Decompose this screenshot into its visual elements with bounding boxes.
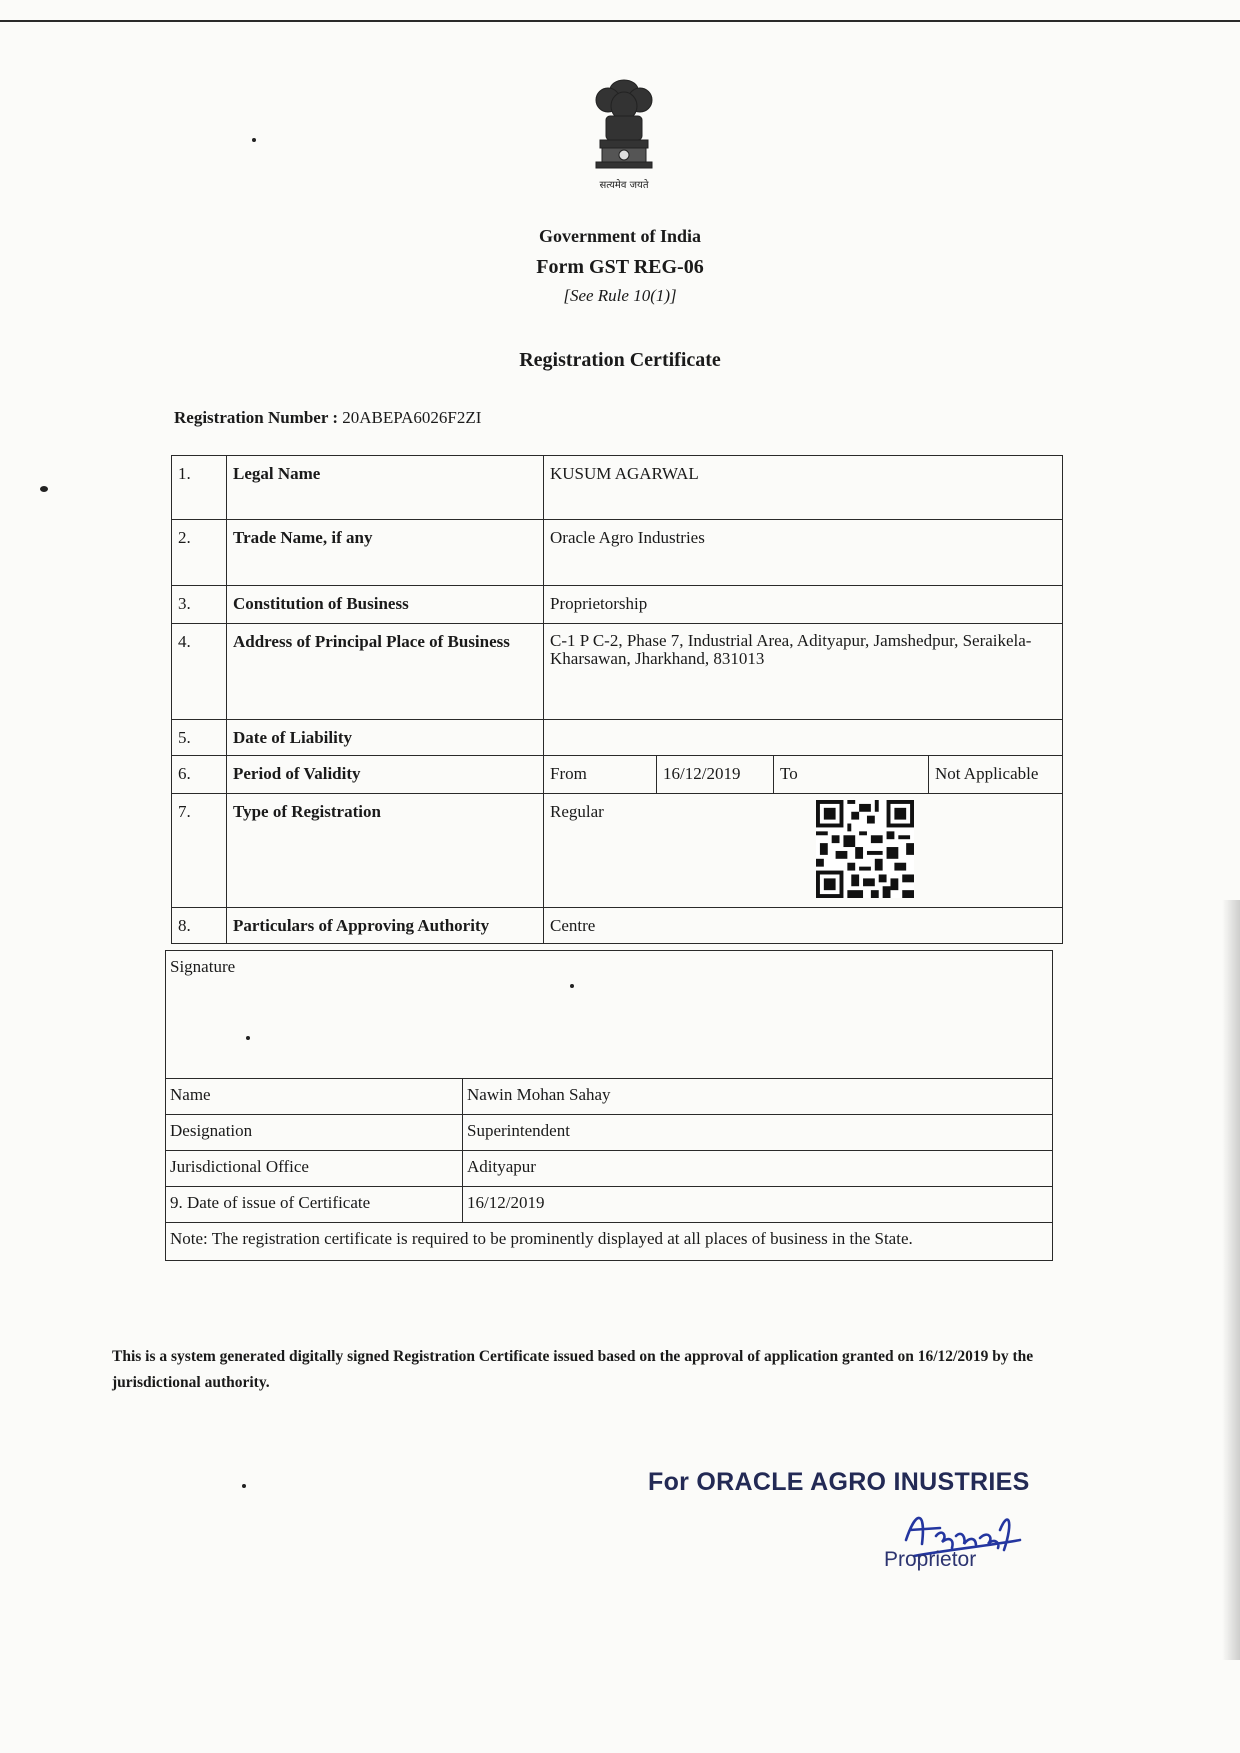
sig-field-label: Jurisdictional Office [166,1151,463,1187]
row-number: 1. [172,456,227,520]
row-label: Constitution of Business [227,586,544,624]
row-label: Trade Name, if any [227,520,544,586]
row-value: C-1 P C-2, Phase 7, Industrial Area, Adityapur, Jamshedpur, Seraikela-Kharsawan, Jharkhand, 831013 [544,624,1063,720]
row-value: Proprietorship [544,586,1063,624]
sig-field-value: Adityapur [463,1151,1053,1187]
row-value: KUSUM AGARWAL [544,456,1063,520]
row-value-cell [544,794,1063,908]
row-number: 6. [172,756,227,794]
table-row [172,908,1063,944]
row-label: Address of Principal Place of Business [227,624,544,720]
validity-from-label: From [544,756,657,794]
scan-speck [40,486,48,492]
validity-to-label: To [774,756,929,794]
table-row [166,1151,1053,1187]
sig-field-label: Designation [166,1115,463,1151]
validity-to-value: Not Applicable [929,756,1063,794]
sig-field-value: 16/12/2019 [463,1187,1053,1223]
row-label: Particulars of Approving Authority [227,908,544,944]
row-value: Oracle Agro Industries [544,520,1063,586]
company-stamp: For ORACLE AGRO INUSTRIES [648,1468,1030,1496]
table-row [166,1115,1053,1151]
registration-number-label: Registration Number : [174,408,338,427]
table-row [172,756,1063,794]
table-row [166,1187,1053,1223]
certificate-note: Note: The registration certificate is required to be prominently displayed at all places of business in the State. [166,1223,1053,1261]
sig-field-value: Superintendent [463,1115,1053,1151]
top-scan-line [0,20,1240,22]
row-label: Date of Liability [227,720,544,756]
table-row [172,794,1063,908]
svg-text:सत्यमेव जयते: सत्यमेव जयते [599,180,649,191]
certificate-title: Registration Certificate [519,349,721,371]
system-generated-notice: This is a system generated digitally signed Registration Certificate issued based on the approval of application granted on 16/12/2019 by the jurisdictional authority. [112,1348,1034,1391]
row-number: 2. [172,520,227,586]
rule-reference: [See Rule 10(1)] [563,286,677,305]
scan-speck [570,984,574,988]
scan-speck [242,1484,246,1488]
row-value [544,720,1063,756]
row-number: 3. [172,586,227,624]
signature-row [166,951,1053,1079]
table-row [172,520,1063,586]
table-row [166,1223,1053,1261]
scan-speck [246,1036,250,1040]
registration-number-line [174,408,481,428]
row-label: Legal Name [227,456,544,520]
table-row [172,456,1063,520]
row-number: 5. [172,720,227,756]
table-row [172,624,1063,720]
government-heading: Government of India [539,226,701,246]
registration-details-table [171,455,1063,944]
row-value: Regular [550,802,604,821]
proprietor-title: Proprietor [884,1548,977,1571]
signature-table [165,950,1053,1261]
table-row [172,586,1063,624]
row-label: Type of Registration [227,794,544,908]
sig-field-value: Nawin Mohan Sahay [463,1079,1053,1115]
row-label: Period of Validity [227,756,544,794]
row-number: 4. [172,624,227,720]
table-row [172,720,1063,756]
row-number: 7. [172,794,227,908]
scan-edge-shadow [1222,900,1240,1660]
form-heading: Form GST REG-06 [536,256,704,278]
row-number: 8. [172,908,227,944]
registration-number-value: 20ABEPA6026F2ZI [342,408,482,427]
qr-code-icon [816,800,914,898]
sig-field-label: 9. Date of issue of Certificate [166,1187,463,1223]
table-row [166,1079,1053,1115]
signature-label: Signature [166,951,1053,1079]
sig-field-label: Name [166,1079,463,1115]
row-value: Centre [544,908,1063,944]
validity-from-value: 16/12/2019 [657,756,774,794]
scan-speck [252,138,256,142]
national-emblem-icon [582,76,666,194]
